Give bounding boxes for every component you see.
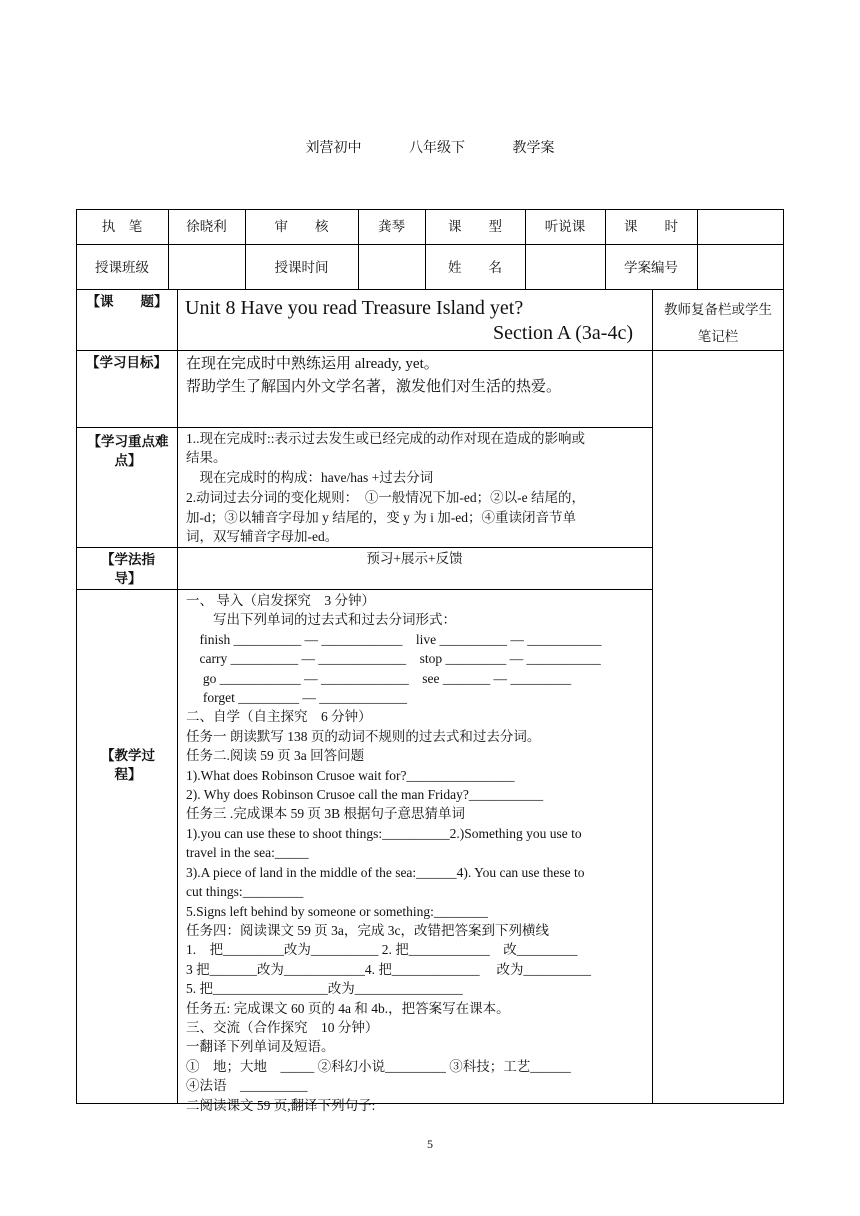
process-line: 3).A piece of land in the middle of the sea:______4). You can use these to (186, 864, 585, 880)
key-points-line-3: 现在完成时的构成：have/has +过去分词 (186, 470, 434, 485)
process-body (186, 591, 650, 1115)
reviewer-label: 审 核 (274, 219, 329, 234)
key-points-line-1: 1..现在完成时::表示过去发生或已经完成的动作对现在造成的影响或 (186, 431, 586, 446)
process-line: 一翻译下列单词及短语。 (186, 1039, 335, 1055)
process-label: 【教学过程】 (101, 748, 155, 782)
page-header (0, 137, 860, 157)
process-line: 1).you can use these to shoot things:__________2.)Something you use to (186, 825, 582, 841)
process-line: 二、自学（自主探究 6 分钟） (186, 709, 372, 725)
process-line: 三、交流（合作探究 10 分钟） (186, 1019, 379, 1035)
school-name: 刘营初中 (305, 141, 362, 156)
process-line: 1).What does Robinson Crusoe wait for?________________ (186, 767, 515, 783)
teach-time-label: 授课时间 (274, 260, 329, 275)
process-line: 任务五: 完成课文 60 页的 4a 和 4b.，把答案写在课本。 (186, 1000, 510, 1016)
class-hours-label: 课 时 (624, 219, 678, 234)
goals-line-1: 在现在完成时中熟练运用 already, yet。 (186, 356, 439, 372)
plan-number-label: 学案编号 (624, 260, 678, 275)
process-line: 5. 把_________________改为________________ (186, 981, 463, 997)
doc-type: 教学案 (512, 141, 555, 156)
process-line: 5.Signs left behind by someone or something:________ (186, 903, 488, 919)
key-points-line-6: 词，双写辅音字母加-ed。 (186, 529, 339, 544)
topic-label: 【课 题】 (86, 294, 168, 309)
process-line: ④法语 __________ (186, 1078, 308, 1094)
process-line: 一、 导入（启发探究 3 分钟） (186, 593, 375, 608)
process-line: 2). Why does Robinson Crusoe call the man Friday?___________ (186, 787, 544, 803)
class-label: 授课班级 (95, 260, 149, 275)
reviewer-value: 龚琴 (378, 219, 405, 234)
process-line: forget _________ — _____________ (186, 690, 407, 706)
key-points-label: 【学习重点难点】 (87, 434, 169, 468)
process-line: 任务三 .完成课本 59 页 3B 根据句子意思猜单词 (186, 806, 466, 822)
process-line: finish __________ — ____________ live __________ — ___________ (186, 631, 602, 647)
process-line: 二阅读课文 59 页,翻译下列句子: (186, 1097, 376, 1113)
student-name-label: 姓 名 (448, 260, 502, 275)
goals-line-2: 帮助学生了解国内外文学名著，激发他们对生活的热爱。 (186, 379, 562, 395)
process-line: 任务四：阅读课文 59 页 3a，完成 3c，改错把答案到下列横线 (186, 922, 549, 938)
lesson-type-value: 听说课 (544, 219, 586, 234)
page-number: 5 (427, 1137, 433, 1151)
process-line: 3 把_______改为____________4. 把_____________ 改为__________ (186, 961, 591, 977)
key-points-line-4: 2.动词过去分词的变化规则： ①一般情况下加-ed；②以-e 结尾的， (186, 490, 585, 505)
process-line: carry __________ — _____________ stop _________ — ___________ (186, 651, 601, 667)
grade-name: 八年级下 (409, 141, 465, 156)
key-points-line-5: 加-d；③以辅音字母加 y 结尾的，变 y 为 i 加-ed；④重读闭音节单 (186, 510, 576, 525)
process-line: 任务二.阅读 59 页 3a 回答问题 (186, 748, 365, 764)
process-line: cut things:_________ (186, 884, 304, 900)
method-label: 【学法指导】 (101, 552, 155, 586)
process-line: go ____________ — _____________ see _______ — _________ (186, 670, 572, 686)
process-line: 1. 把_________改为__________ 2. 把____________ 改_________ (186, 942, 578, 958)
method-text: 预习+展示+反馈 (366, 551, 463, 566)
key-points-line-2: 结果。 (186, 450, 227, 465)
writer-label: 执 笔 (101, 219, 143, 234)
goals-label: 【学习目标】 (86, 355, 167, 370)
topic-title-line2: Section A (3a-4c) (493, 322, 633, 344)
process-line: 任务一 朗读默写 138 页的动词不规则的过去式和过去分词。 (186, 728, 541, 744)
process-line: 写出下列单词的过去式和过去分词形式： (186, 612, 456, 628)
process-line: ① 地；大地 _____ ②科幻小说_________ ③科技；工艺______ (186, 1058, 571, 1074)
topic-title-line1: Unit 8 Have you read Treasure Island yet? (185, 297, 524, 319)
writer-value: 徐晓利 (186, 219, 227, 234)
notes-column-label: 教师复备栏或学生笔记栏 (664, 302, 772, 344)
lesson-type-label: 课 型 (448, 219, 502, 234)
process-line: travel in the sea:_____ (186, 845, 309, 861)
